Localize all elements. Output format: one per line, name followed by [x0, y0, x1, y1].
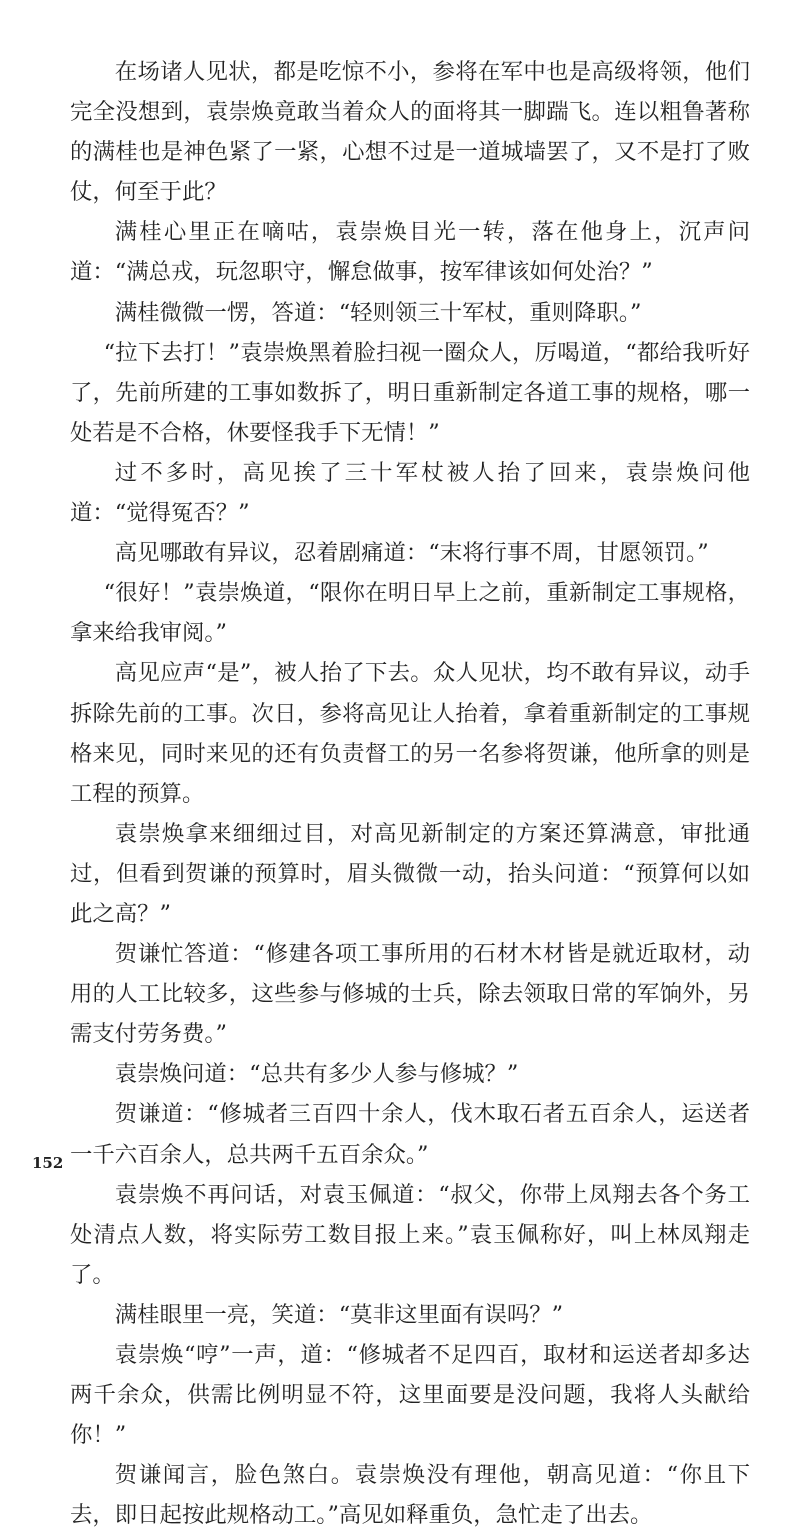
paragraph: 过不多时，高见挨了三十军杖被人抬了回来，袁崇焕问他道：“觉得冤否？”: [70, 459, 750, 527]
paragraph: 袁崇焕问道：“总共有多少人参与修城？”: [114, 1061, 519, 1088]
paragraph: 满桂心里正在嘀咕，袁崇焕目光一转，落在他身上，沉声问道：“满总戎，玩忽职守，懈怠做事，按军律该如何处治？”: [70, 219, 750, 286]
paragraph: 在场诸人见状，都是吃惊不小，参将在军中也是高级将领，他们完全没想到，袁崇焕竟敢当着众人的面将其一脚踹飞。连以粗鲁著称的满桂也是神色紧了一紧，心想不过是一道城墙罢了，又不是打了败仗，何至于此？: [70, 59, 750, 206]
body-text: [70, 52, 750, 1535]
paragraph: 袁崇焕不再问话，对袁玉佩道：“叔父，你带上凤翔去各个务工处清点人数，将实际劳工数目报上来。”袁玉佩称好，叫上林凤翔走了。: [70, 1181, 750, 1288]
paragraph: 满桂眼里一亮，笑道：“莫非这里面有误吗？”: [114, 1301, 564, 1328]
page-number: 152: [32, 1154, 64, 1172]
paragraph: 贺谦闻言，脸色煞白。袁崇焕没有理他，朝高见道：“你且下去，即日起按此规格动工。”高见如释重负，急忙走了出去。: [70, 1462, 750, 1529]
paragraph: “拉下去打！”袁崇焕黑着脸扫视一圈众人，厉喝道，“都给我听好了，先前所建的工事如数拆了，明日重新制定各道工事的规格，哪一处若是不合格，休要怪我手下无情！”: [70, 339, 750, 446]
paragraph: “很好！”袁崇焕道，“限你在明日早上之前，重新制定工事规格，拿来给我审阅。”: [70, 580, 750, 647]
paragraph: 高见哪敢有异议，忍着剧痛道：“末将行事不周，甘愿领罚。”: [114, 540, 709, 567]
paragraph: 贺谦道：“修城者三百四十余人，伐木取石者五百余人，运送者一千六百余人，总共两千五百余众。”: [70, 1101, 750, 1168]
paragraph: 贺谦忙答道：“修建各项工事所用的石材木材皆是就近取材，动用的人工比较多，这些参与修城的士兵，除去领取日常的军饷外，另需支付劳务费。”: [70, 941, 750, 1048]
paragraph: 满桂微微一愣，答道：“轻则领三十军杖，重则降职。”: [114, 299, 642, 326]
paragraph: 袁崇焕拿来细细过目，对高见新制定的方案还算满意，审批通过，但看到贺谦的预算时，眉头微微一动，抬头问道：“预算何以如此之高？”: [70, 820, 750, 927]
paragraph: 高见应声“是”，被人抬了下去。众人见状，均不敢有异议，动手拆除先前的工事。次日，参将高见让人抬着，拿着重新制定的工事规格来见，同时来见的还有负责督工的另一名参将贺谦，他所拿的则是工程的预算。: [70, 660, 750, 807]
paragraph: 袁崇焕“哼”一声，道：“修城者不足四百，取材和运送者却多达两千余众，供需比例明显不符，这里面要是没问题，我将人头献给你！”: [70, 1342, 750, 1449]
